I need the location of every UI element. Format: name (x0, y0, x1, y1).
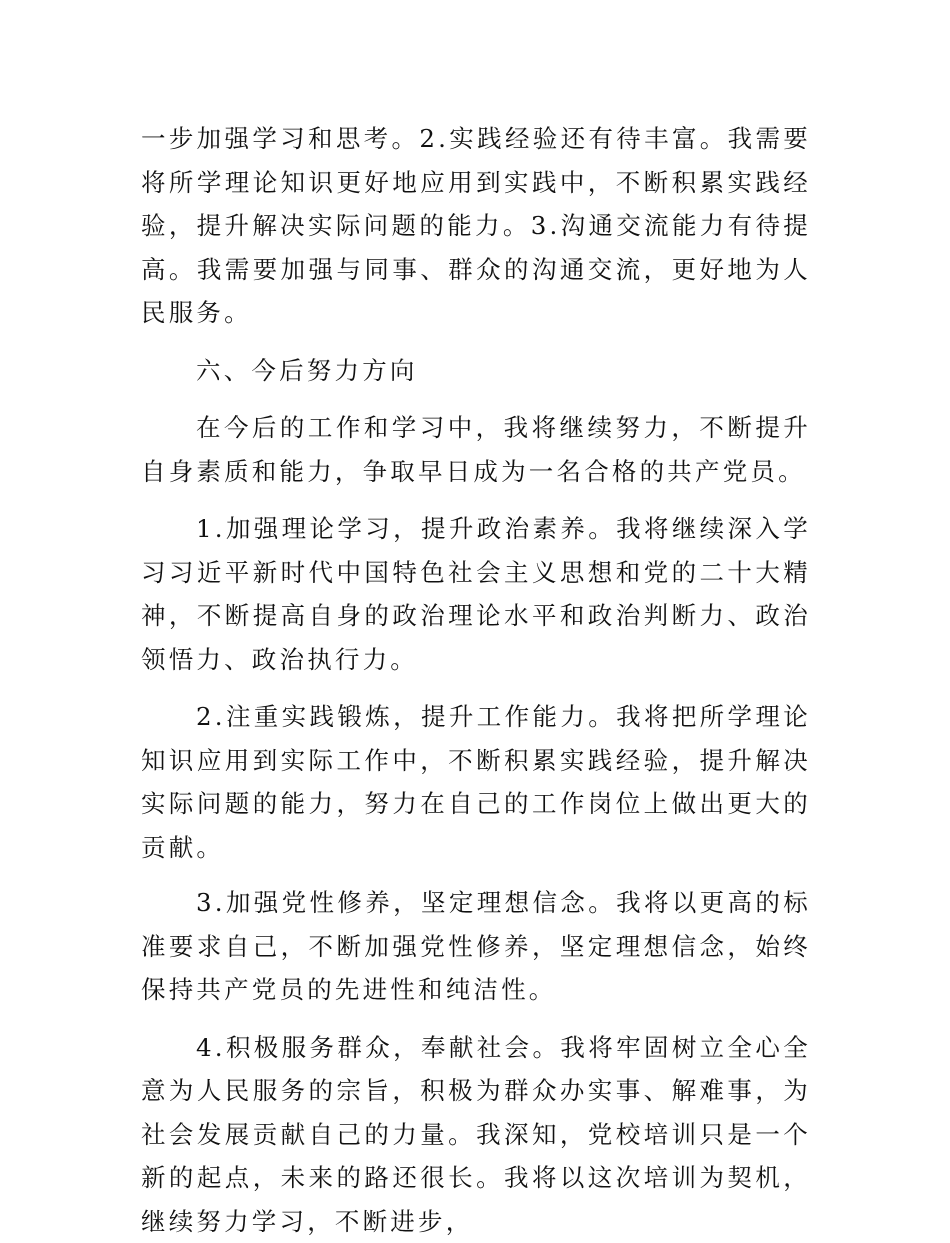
paragraph-item-3: 3.加强党性修养，坚定理想信念。我将以更高的标准要求自己，不断加强党性修养，坚定理想信念，始终保持共产党员的先进性和纯洁性。 (141, 881, 811, 1012)
document-body (141, 117, 811, 1243)
paragraph-continued: 一步加强学习和思考。2.实践经验还有待丰富。我需要将所学理论知识更好地应用到实践中，不断积累实践经验，提升解决实际问题的能力。3.沟通交流能力有待提高。我需要加强与同事、群众的沟通交流，更好地为人民服务。 (141, 117, 811, 335)
paragraph-item-1: 1.加强理论学习，提升政治素养。我将继续深入学习习近平新时代中国特色社会主义思想和党的二十大精神，不断提高自身的政治理论水平和政治判断力、政治领悟力、政治执行力。 (141, 507, 811, 681)
paragraph-item-2: 2.注重实践锻炼，提升工作能力。我将把所学理论知识应用到实际工作中，不断积累实践经验，提升解决实际问题的能力，努力在自己的工作岗位上做出更大的贡献。 (141, 695, 811, 869)
paragraph-intro: 在今后的工作和学习中，我将继续努力，不断提升自身素质和能力，争取早日成为一名合格的共产党员。 (141, 406, 811, 493)
paragraph-item-4: 4.积极服务群众，奉献社会。我将牢固树立全心全意为人民服务的宗旨，积极为群众办实事、解难事，为社会发展贡献自己的力量。我深知，党校培训只是一个新的起点，未来的路还很长。我将以这次培训为契机，继续努力学习，不断进步， (141, 1026, 811, 1243)
section-heading: 六、今后努力方向 (141, 349, 811, 393)
